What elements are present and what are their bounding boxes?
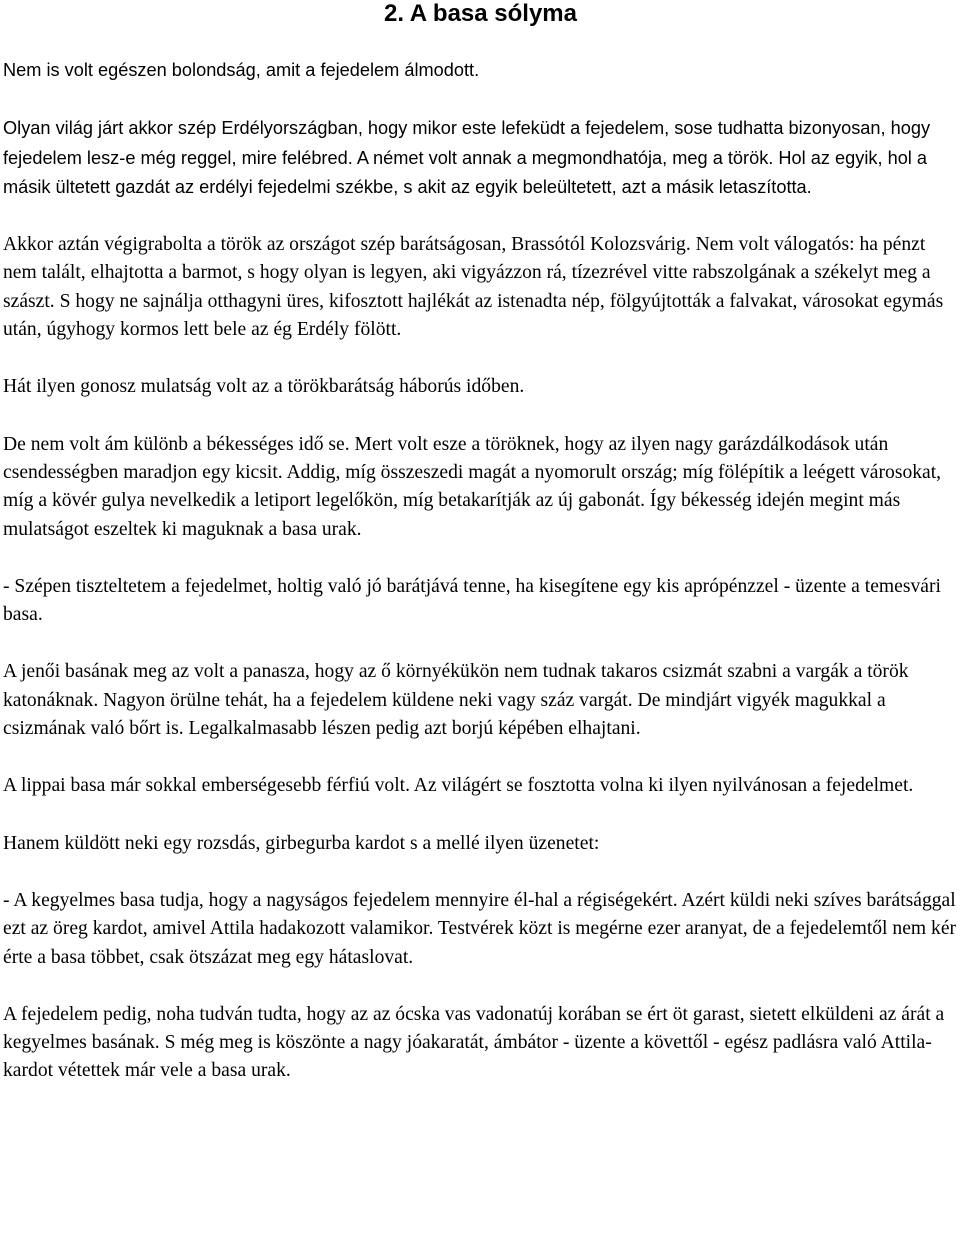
paragraph-text: Nem is volt egészen bolondság, amit a fejedelem álmodott. bbox=[3, 60, 480, 80]
paragraph-text: Hát ilyen gonosz mulatság volt az a törökbarátság háborús időben. bbox=[3, 376, 525, 398]
paragraph-text: - Szépen tiszteltetem a fejedelmet, holtig való jó barátjává tenne, ha kisegítene egy kis aprópénzzel - üzente a temesvári basa. bbox=[3, 575, 941, 626]
paragraph-text: A jenői basának meg az volt a panasza, hogy az ő környékükön nem tudnak takaros csizmát szabni a vargák a török katonáknak. Nagyon örülne tehát, ha a fejedelem küldene neki vagy száz vargát. De mindjárt vigyék magukkal a csizmának való bőrt is. Legalkalmasabb lészen pedig azt borjú képében elhajtani. bbox=[3, 661, 909, 740]
paragraph-text: Nem volt válogatós: ha pénzt nem talált, elhajtotta a barmot, s hogy olyan is legyen, aki vigyázzon rá, tízezrével vitte rabszolgának a székelyt meg a szászt. S hogy ne sajnálja otthagyni üres, kifosztott hajlékát az istenadta nép, fölgyújtották a falvakat, városokat egymás után, úgyhogy kormos lett bele az ég Erdély fölött. bbox=[3, 234, 944, 341]
paragraph bbox=[3, 431, 958, 544]
paragraph bbox=[3, 373, 958, 401]
paragraph-text: A fejedelem pedig, noha tudván tudta, hogy az az ócska vas vadonatúj korában se ért öt garast, sietett elküldeni az árát a kegyelmes basának. S még meg is köszönte a nagy jóakaratát, ámbátor - üzente a követtől - egész padlásra való Attila-kardot vétettek már vele a basa urak. bbox=[3, 1003, 945, 1082]
paragraph bbox=[3, 56, 958, 85]
chapter-title: 2. A basa sólyma bbox=[384, 0, 577, 27]
paragraph-text: De nem volt ám különb a békességes idő se. Mert volt esze a töröknek, hogy az ilyen nagy garázdálkodások után csendességben maradjon egy kicsit. Addig, míg összeszedi magát a nyomorult ország; míg fölépítik a leégett városokat, míg a kövér gulya nevelkedik a letiport legelőkön, míg betakarítják az új gabonát. Így békesség idején megint más mulatságot eszeltek ki maguknak a basa urak. bbox=[3, 433, 942, 540]
paragraph bbox=[3, 114, 958, 202]
paragraph bbox=[3, 658, 958, 743]
paragraph bbox=[3, 1001, 958, 1086]
paragraph bbox=[3, 887, 958, 972]
paragraph bbox=[3, 772, 958, 800]
body-text bbox=[3, 56, 958, 1115]
paragraph bbox=[3, 573, 958, 630]
paragraph-text: - A kegyelmes basa tudja, hogy a nagyságos fejedelem mennyire él-hal a régiségekért. Azért küldi neki szíves barátsággal ezt az öreg kardot, amivel Attila hadakozott valamikor. Testvérek közt is megérne ezer aranyat, de a fejedelemtől nem kér érte a basa többet, csak ötszázat meg egy hátaslovat. bbox=[3, 889, 957, 968]
paragraph bbox=[3, 231, 958, 344]
paragraph-text: Akkor aztán végigrabolta a török az országot szép barátságosan, Brassótól Kolozsvárig. bbox=[3, 234, 696, 256]
paragraph-text: Olyan világ járt akkor szép Erdélyországban, hogy mikor este lefeküdt a fejedelem, sose tudhatta bizonyosan, hogy fejedelem lesz-e még reggel, mire felébred. A német volt annak a megmondhatója, meg a török. Hol az egyik, hol a másik ültetett gazdát az erdélyi fejedelmi székbe, s akit az egyik beleültetett, azt a másik letaszította. bbox=[3, 118, 931, 197]
paragraph-text: Hanem küldött neki egy rozsdás, girbegurba kardot s a mellé ilyen üzenetet: bbox=[3, 832, 600, 854]
paragraph-text: A lippai basa már sokkal emberségesebb férfiú volt. Az világért se fosztotta volna ki ilyen nyilvánosan a fejedelmet. bbox=[3, 775, 914, 797]
paragraph bbox=[3, 830, 958, 858]
